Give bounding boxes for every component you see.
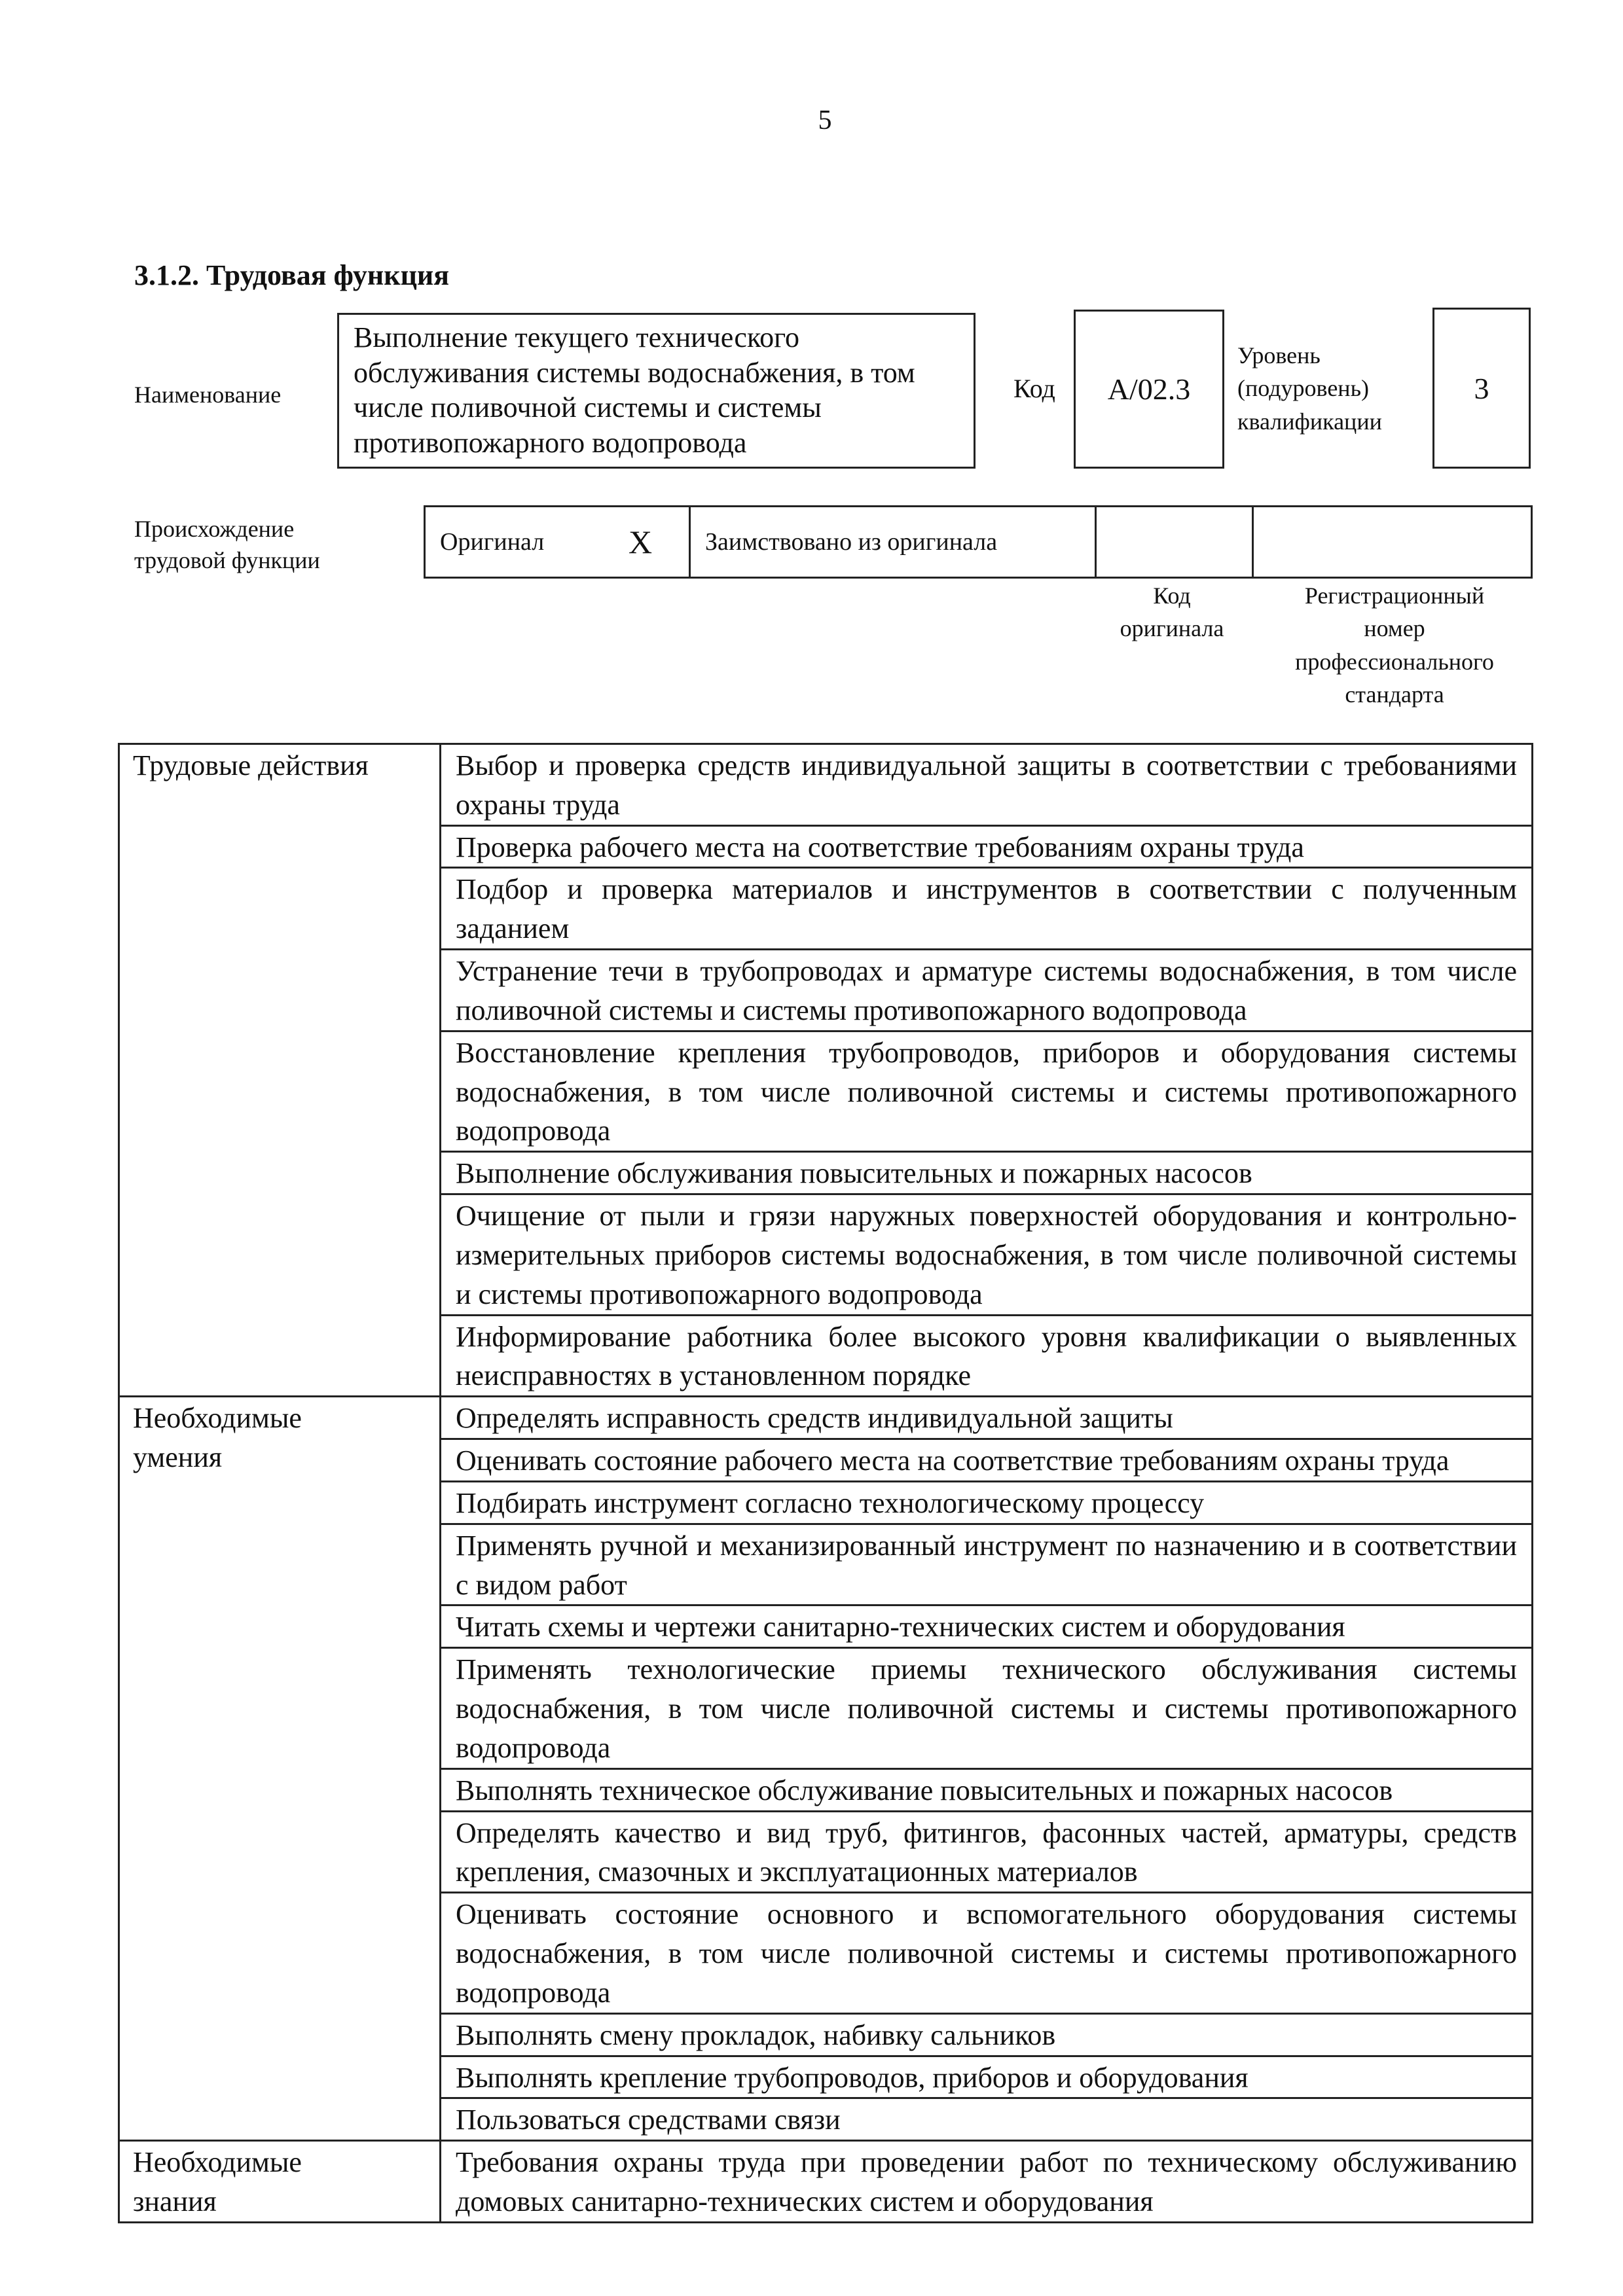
skill-item: Применять технологические приемы технического обслуживания системы водоснабжения, в том числе поливочной системы и системы противопожарного водопровода (441, 1648, 1533, 1768)
level-label-line-1: Уровень (1237, 342, 1321, 368)
required-skills-label (119, 1397, 441, 2141)
original-label: Оригинал (440, 528, 545, 556)
skills-label-line-1: Необходимые (133, 1402, 302, 1435)
origin-label-line-2: трудовой функции (134, 547, 320, 573)
skill-item: Применять ручной и механизированный инструмент по назначению и в соответствии с видом работ (441, 1524, 1533, 1605)
table-row (119, 2141, 1533, 2223)
original-code-cell (1097, 507, 1254, 577)
original-cell (426, 507, 691, 577)
code-caption-line-2: оригинала (1120, 615, 1224, 642)
knowledge-item: Требования охраны труда при проведении работ по техническому обслуживанию домовых санитарно-технических систем и оборудования (441, 2141, 1533, 2223)
qualification-level-box: 3 (1432, 308, 1531, 469)
labor-action-item: Информирование работника более высокого уровня квалификации о выявленных неисправностях в установленном порядке (441, 1315, 1533, 1397)
origin-label-line-1: Происхождение (134, 516, 295, 542)
reg-caption-line-3: профессионального (1295, 648, 1494, 675)
labor-action-item: Восстановление крепления трубопроводов, приборов и оборудования системы водоснабжения, в том числе поливочной системы и системы противопожарного водопровода (441, 1031, 1533, 1151)
labor-action-item: Очищение от пыли и грязи наружных поверхностей оборудования и контрольно-измерительных приборов системы водоснабжения, в том числе поливочной системы и системы противопожарного водопровода (441, 1194, 1533, 1315)
labor-function-table (118, 743, 1533, 2223)
reg-caption-line-4: стандарта (1345, 681, 1444, 708)
table-row (119, 1397, 1533, 1439)
original-code-caption (1093, 579, 1250, 645)
knowledge-label-line-2: знания (133, 2185, 217, 2217)
skill-item: Выполнять крепление трубопроводов, приборов и оборудования (441, 2056, 1533, 2098)
name-label: Наименование (134, 382, 282, 408)
labor-actions-label: Трудовые действия (119, 744, 441, 1397)
skill-item: Определять исправность средств индивидуальной защиты (441, 1397, 1533, 1439)
labor-action-item: Выполнение обслуживания повысительных и пожарных насосов (441, 1152, 1533, 1194)
labor-action-item: Проверка рабочего места на соответствие требованиям охраны труда (441, 825, 1533, 868)
original-mark: X (629, 524, 653, 560)
reg-caption-line-2: номер (1364, 615, 1425, 642)
registration-number-caption (1257, 579, 1532, 711)
code-caption-line-1: Код (1153, 583, 1191, 609)
skill-item: Пользоваться средствами связи (441, 2098, 1533, 2141)
level-label-line-3: квалификации (1237, 408, 1382, 435)
skill-item: Подбирать инструмент согласно технологическому процессу (441, 1481, 1533, 1524)
registration-number-cell (1254, 507, 1531, 577)
function-name-box: Выполнение текущего технического обслуживания системы водоснабжения, в том числе поливочной системы и системы противопожарного водопровода (337, 313, 976, 469)
page-number: 5 (818, 105, 832, 135)
borrowed-cell: Заимствовано из оригинала (691, 507, 1097, 577)
labor-action-item: Подбор и проверка материалов и инструментов в соответствии с полученным заданием (441, 868, 1533, 950)
knowledge-label-line-1: Необходимые (133, 2146, 302, 2179)
skill-item: Оценивать состояние рабочего места на соответствие требованиям охраны труда (441, 1439, 1533, 1482)
table-row (119, 744, 1533, 826)
required-knowledge-label (119, 2141, 441, 2223)
skill-item: Выполнять смену прокладок, набивку сальников (441, 2013, 1533, 2056)
skill-item: Оценивать состояние основного и вспомогательного оборудования системы водоснабжения, в том числе поливочной системы и системы противопожарного водопровода (441, 1893, 1533, 2013)
origin-label (134, 514, 320, 576)
reg-caption-line-1: Регистрационный (1304, 583, 1485, 609)
origin-table (424, 505, 1533, 579)
skills-label-line-2: умения (133, 1441, 223, 1474)
skill-item: Читать схемы и чертежи санитарно-технических систем и оборудования (441, 1605, 1533, 1648)
labor-action-item: Выбор и проверка средств индивидуальной защиты в соответствии с требованиями охраны труда (441, 744, 1533, 826)
skill-item: Выполнять техническое обслуживание повысительных и пожарных насосов (441, 1768, 1533, 1811)
code-label: Код (1013, 374, 1055, 403)
labor-action-item: Устранение течи в трубопроводах и арматуре системы водоснабжения, в том числе поливочной системы и системы противопожарного водопровода (441, 950, 1533, 1031)
qualification-level-label (1237, 339, 1382, 438)
level-label-line-2: (подуровень) (1237, 375, 1369, 402)
skill-item: Определять качество и вид труб, фитингов, фасонных частей, арматуры, средств крепления, смазочных и эксплуатационных материалов (441, 1811, 1533, 1893)
function-code-box: A/02.3 (1074, 310, 1224, 469)
section-title: 3.1.2. Трудовая функция (134, 259, 450, 291)
